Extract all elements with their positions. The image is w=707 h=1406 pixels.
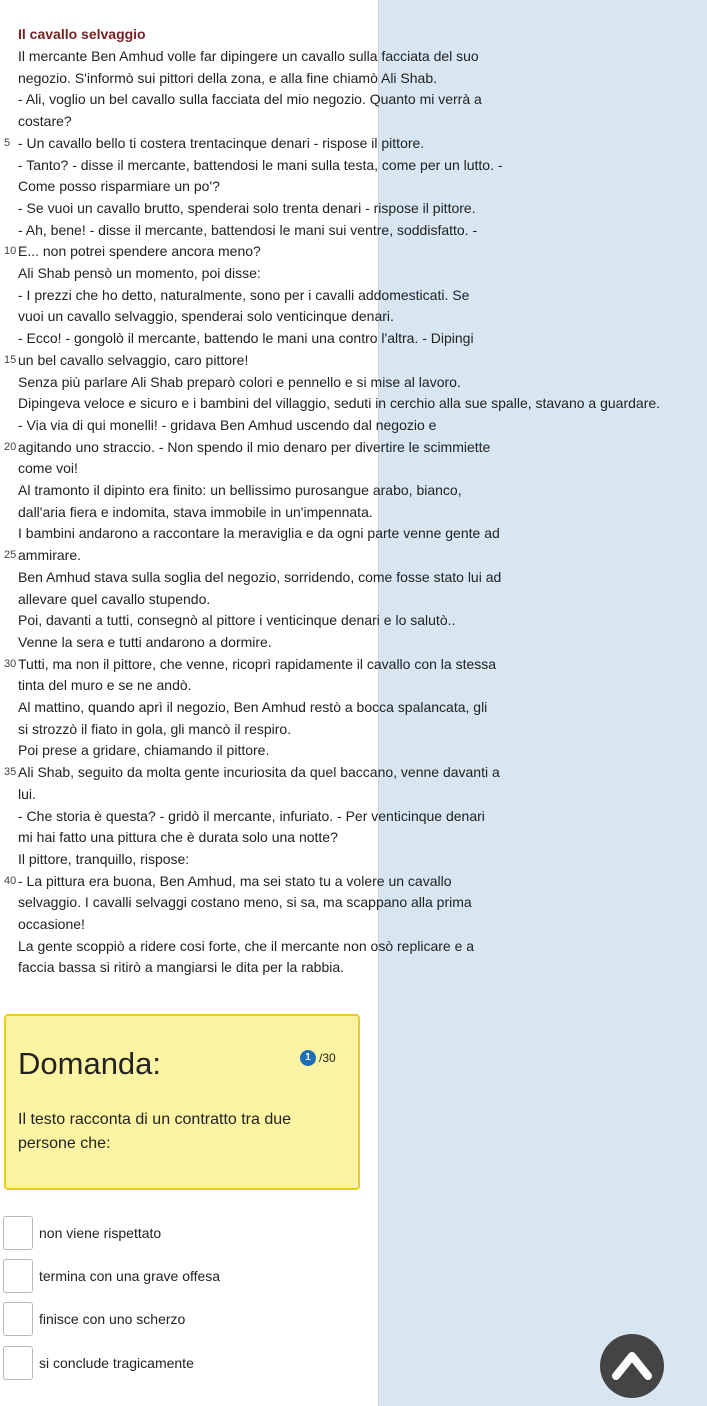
story-line: Ali Shab, seguito da molta gente incuriosita da quel baccano, venne davanti a	[18, 764, 500, 781]
story-line: Poi prese a gridare, chiamando il pittore.	[18, 742, 270, 759]
option-1[interactable]	[3, 1215, 161, 1251]
option-3[interactable]	[3, 1301, 185, 1337]
story-line: si strozzò il fiato in gola, gli mancò il respiro.	[18, 720, 292, 737]
story-line: selvaggio. I cavalli selvaggi costano meno, si sa, ma scappano alla prima	[18, 894, 472, 911]
option-4-label: si conclude tragicamente	[39, 1355, 194, 1371]
option-1-label: non viene rispettato	[39, 1225, 162, 1241]
line-number: 10	[4, 245, 17, 258]
story-line: faccia bassa si ritirò a mangiarsi le dita per la rabbia.	[18, 959, 345, 976]
question-text: Il testo racconta di un contratto tra due	[18, 1111, 292, 1128]
story-line: Al mattino, quando aprì il negozio, Ben Amhud restò a bocca spalancata, gli	[18, 699, 488, 715]
question-counter	[300, 1050, 336, 1066]
story-line: ammirare.	[18, 547, 82, 564]
story-line: costare?	[18, 113, 72, 130]
story-line: un bel cavallo selvaggio, caro pittore!	[18, 351, 249, 368]
story-line: - Se vuoi un cavallo brutto, spenderai solo trenta denari - rispose il pittore.	[18, 199, 476, 216]
line-number: 5	[4, 136, 11, 149]
option-2[interactable]	[3, 1258, 220, 1294]
story-line: Ali Shab pensò un momento, poi disse:	[18, 265, 261, 281]
question-number-badge: 1	[300, 1050, 316, 1066]
story-line: tinta del muro e se ne andò.	[18, 677, 192, 694]
line-number: 15	[4, 353, 17, 366]
line-number: 30	[4, 657, 17, 670]
line-number: 20	[4, 440, 17, 453]
story-line: Come posso risparmiare un po'?	[18, 178, 220, 195]
story-line: Senza più parlare Ali Shab preparò colori e pennello e si mise al lavoro.	[18, 373, 461, 390]
option-4[interactable]	[3, 1345, 194, 1381]
story-line: - Un cavallo bello ti costera trentacinque denari - rispose il pittore.	[18, 134, 425, 151]
story-line: Il mercante Ben Amhud volle far dipingere un cavallo sulla facciata del suo	[18, 48, 479, 64]
question-total: /30	[319, 1051, 336, 1065]
story-line: - Tanto? - disse il mercante, battendosi le mani sulla testa, come per un lutto. -	[18, 156, 503, 173]
story-line: vuoi un cavallo selvaggio, spenderai solo venticinque denari.	[18, 308, 394, 325]
story-line: Al tramonto il dipinto era finito: un bellissimo purosangue arabo, bianco,	[18, 482, 462, 498]
option-3-label: finisce con uno scherzo	[39, 1311, 186, 1327]
story-line: agitando uno straccio. - Non spendo il mio denaro per divertire le scimmiette	[18, 438, 491, 455]
story-line: - Ecco! - gongolò il mercante, battendo le mani una contro l'altra. - Dipingi	[18, 330, 474, 347]
option-4-checkbox[interactable]	[3, 1346, 33, 1380]
story-title: Il cavallo selvaggio	[18, 26, 146, 42]
story-line: - I prezzi che ho detto, naturalmente, sono per i cavalli addomesticati. Se	[18, 286, 470, 303]
story-line: lui.	[18, 785, 36, 802]
story-line: Tutti, ma non il pittore, che venne, ricoprì rapidamente il cavallo con la stessa	[18, 655, 497, 672]
story-line: Venne la sera e tutti andarono a dormire.	[18, 633, 272, 650]
chevron-up-icon	[612, 1348, 652, 1382]
line-number: 40	[4, 874, 17, 887]
story-line: Dipingeva veloce e sicuro e i bambini del villaggio, seduti in cerchio alla sue spalle, stavano a guardare.	[18, 395, 661, 412]
question-text-continued: persone che:	[18, 1135, 111, 1152]
line-number: 25	[4, 549, 17, 562]
question-box	[4, 1014, 360, 1190]
story-line: La gente scoppiò a ridere cosi forte, che il mercante non osò replicare e a	[18, 937, 475, 954]
story-line: - Via via di qui monelli! - gridava Ben Amhud uscendo dal negozio e	[18, 416, 437, 433]
scroll-top-button[interactable]	[600, 1334, 664, 1398]
story-line: dall'aria fiera e indomita, stava immobile in un'impennata.	[18, 503, 373, 520]
question-label: Domanda:	[18, 1046, 162, 1081]
story-line: Poi, davanti a tutti, consegnò al pittore i venticinque denari e lo salutò..	[18, 612, 456, 629]
option-2-checkbox[interactable]	[3, 1259, 33, 1293]
story-line: I bambini andarono a raccontare la meraviglia e da ogni parte venne gente ad	[18, 525, 500, 542]
story-line: Il pittore, tranquillo, rispose:	[18, 850, 190, 867]
option-1-checkbox[interactable]	[3, 1216, 33, 1250]
story-line: - Ali, voglio un bel cavallo sulla facciata del mio negozio. Quanto mi verrà a	[18, 91, 482, 108]
story-line: - Che storia è questa? - gridò il mercante, infuriato. - Per venticinque denari	[18, 807, 485, 824]
story-line: E... non potrei spendere ancora meno?	[18, 243, 261, 260]
story-line: Ben Amhud stava sulla soglia del negozio, sorridendo, come fosse stato lui ad	[18, 568, 502, 585]
story-line: mi hai fatto una pittura che è durata solo una notte?	[18, 829, 338, 846]
option-3-checkbox[interactable]	[3, 1302, 33, 1336]
story-line: negozio. S'informò sui pittori della zona, e alla fine chiamò Ali Shab.	[18, 69, 438, 86]
option-2-label: termina con una grave offesa	[39, 1268, 221, 1284]
story-line: allevare quel cavallo stupendo.	[18, 590, 211, 607]
story-line: - La pittura era buona, Ben Amhud, ma sei stato tu a volere un cavallo	[18, 872, 452, 889]
line-number: 35	[4, 766, 17, 779]
story-line: occasione!	[18, 916, 85, 932]
story-line: - Ah, bene! - disse il mercante, battendosi le mani sui ventre, soddisfatto. -	[18, 221, 478, 238]
story-line: come voi!	[18, 460, 78, 477]
